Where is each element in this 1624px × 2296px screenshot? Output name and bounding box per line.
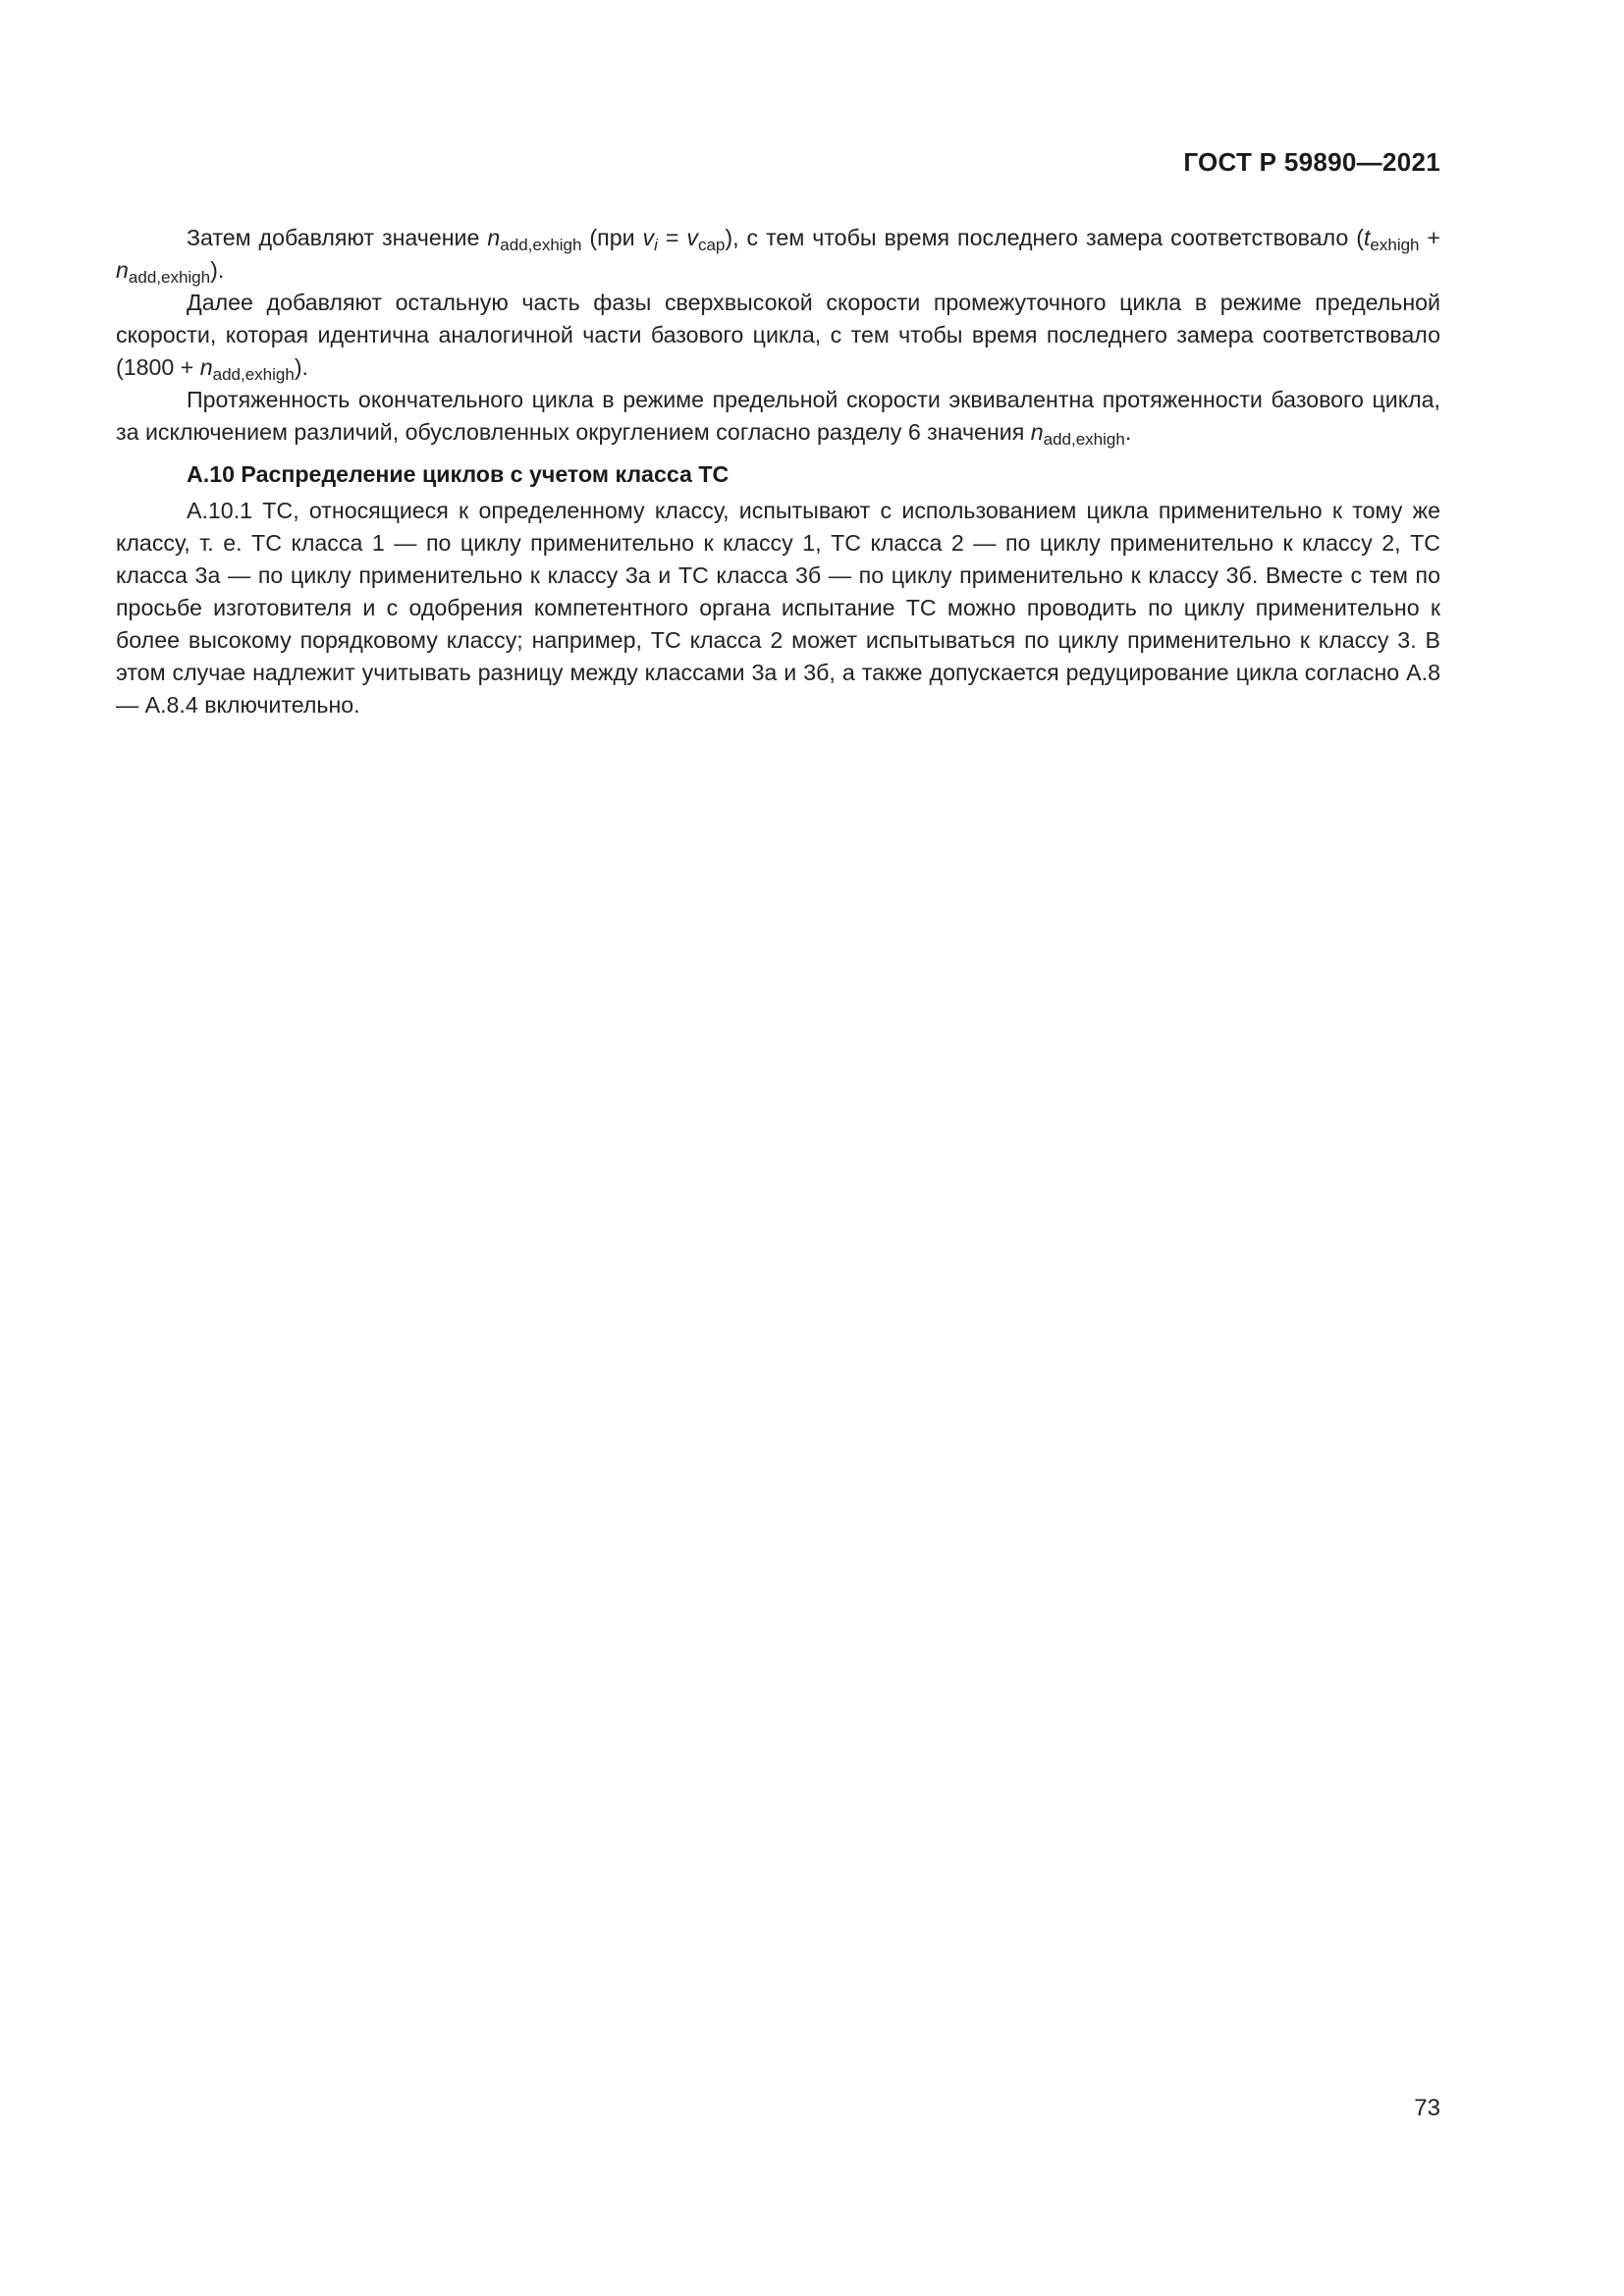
formula-subscript: cap — [697, 236, 726, 254]
formula-subscript: exhigh — [1370, 236, 1420, 254]
text-run: ). — [210, 257, 225, 283]
formula-subscript: add,exhigh — [500, 236, 582, 254]
formula-variable: v — [686, 225, 698, 250]
document-body — [116, 222, 1440, 721]
text-run: + — [1419, 225, 1441, 250]
text-run: = — [657, 225, 687, 250]
formula-subscript: add,exhigh — [128, 268, 211, 287]
formula-subscript: i — [654, 236, 658, 254]
document-header-id: ГОСТ Р 59890—2021 — [1183, 147, 1440, 177]
formula-variable: v — [642, 225, 655, 250]
formula-variable: n — [487, 225, 501, 250]
formula-variable: t — [1363, 225, 1371, 250]
formula-subscript: add,exhigh — [212, 365, 295, 384]
text-run: ). — [294, 354, 308, 380]
paragraph-add-exhigh — [116, 222, 1440, 287]
section-paragraph: А.10.1 ТС, относящиеся к определенному классу, испытывают с использованием цикла применительно к тому же классу, т. е. ТС класса 1 — по циклу применительно к классу 1, ТС класса 2 — по циклу применительно к классу 2, ТС класса 3а — по циклу применительно к классу 3а и ТС класса 3б — по циклу применительно к классу 3б. Вместе с тем по просьбе изготовителя и с одобрения компетентного органа испытание ТС можно проводить по циклу применительно к более высокому порядковому классу; например, ТС класса 2 может испытываться по циклу применительно к классу 3. В этом случае надлежит учитывать разницу между классами 3а и 3б, а также допускается редуцирование цикла согласно А.8 — А.8.4 включительно. — [116, 498, 1440, 718]
text-run: ), с тем чтобы время последнего замера соответствовало ( — [725, 225, 1364, 250]
page-number: 73 — [1414, 2095, 1440, 2121]
formula-variable: n — [116, 257, 129, 283]
formula-variable: n — [1030, 419, 1044, 445]
paragraph-exhigh-phase — [116, 287, 1440, 384]
text-run: Затем добавляют значение — [187, 225, 488, 250]
text-run: Протяженность окончательного цикла в режиме предельной скорости эквивалентна протяженности базового цикла, за исключением различий, обусловленных округлением согласно разделу 6 значения — [116, 387, 1440, 445]
formula-variable: n — [199, 354, 213, 380]
text-run: . — [1124, 419, 1132, 445]
paragraph-final-cycle-length — [116, 384, 1440, 449]
section-heading: А.10 Распределение циклов с учетом класса ТС — [187, 461, 730, 487]
text-run: Далее добавляют остальную часть фазы сверхвысокой скорости промежуточного цикла в режиме предельной скорости, которая идентична аналогичной части базового цикла, с тем чтобы время последнего замера соответствовало (1800 + — [116, 290, 1440, 380]
formula-subscript: add,exhigh — [1043, 430, 1125, 449]
text-run: (при — [581, 225, 643, 250]
